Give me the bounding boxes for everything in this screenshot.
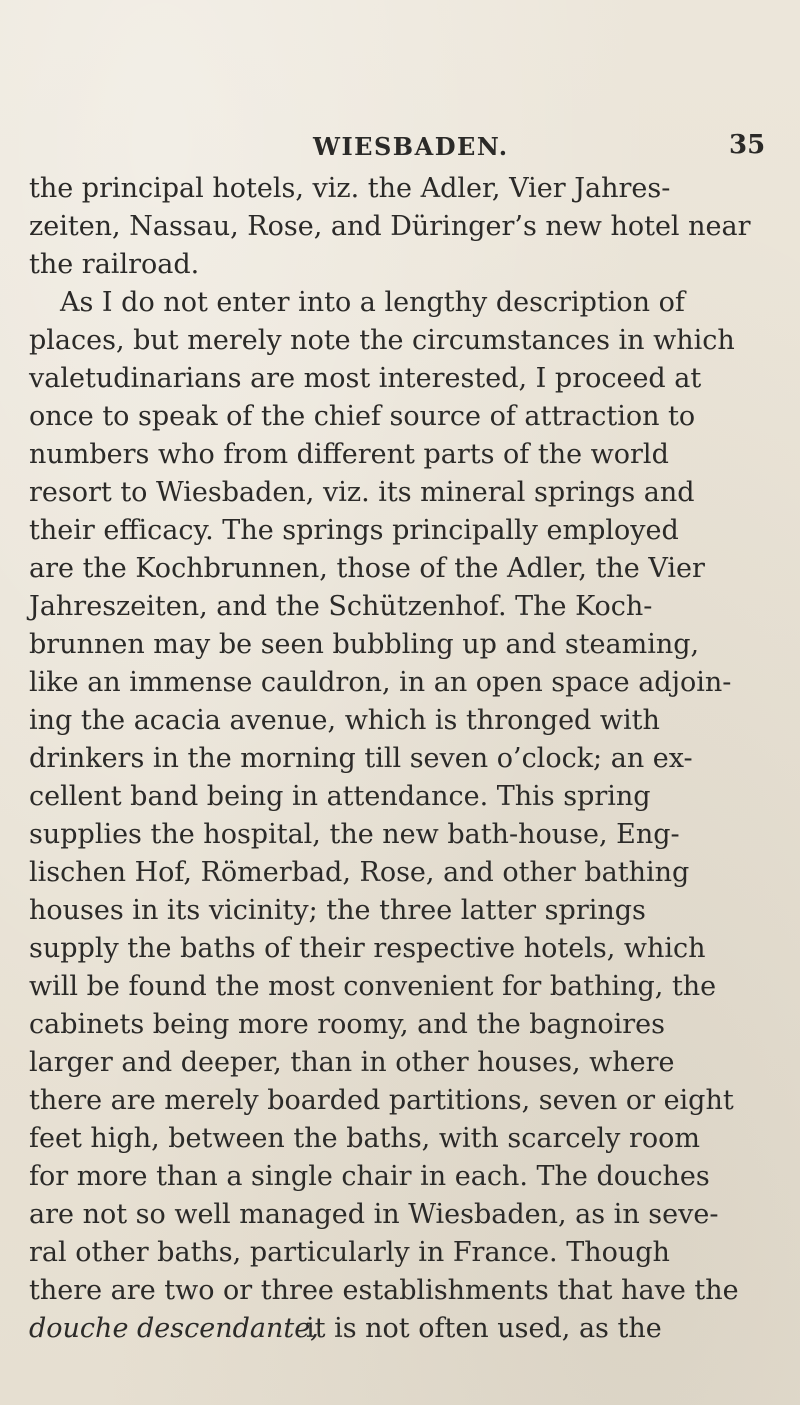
text-line xyxy=(0,322,800,360)
text-line xyxy=(0,588,800,626)
page-body xyxy=(0,170,800,1405)
text-line xyxy=(0,1006,800,1044)
text-line xyxy=(0,1158,800,1196)
text-line xyxy=(0,816,800,854)
text-line xyxy=(0,1044,800,1082)
text-line-content: lischen Hof, Römerbad, Rose, and other bathing xyxy=(29,857,690,888)
text-line-content: once to speak of the chief source of attraction to xyxy=(29,401,696,432)
text-line-content: houses in its vicinity; the three latter springs xyxy=(29,895,646,926)
text-line-content: valetudinarians are most interested, I proceed at xyxy=(29,363,702,394)
text-line xyxy=(0,968,800,1006)
text-line-content: the principal hotels, viz. the Adler, Vier Jahres- xyxy=(29,173,671,204)
running-head: WIESBADEN. xyxy=(313,132,509,161)
text-line xyxy=(0,1234,800,1272)
text-line xyxy=(0,360,800,398)
text-line xyxy=(0,246,800,284)
text-line-content: As I do not enter into a lengthy description of xyxy=(60,287,685,318)
text-line-content: cabinets being more roomy, and the bagnoires xyxy=(29,1009,665,1040)
text-line-content: are the Kochbrunnen, those of the Adler, the Vier xyxy=(29,553,705,584)
text-line-content: ing the acacia avenue, which is thronged with xyxy=(29,705,660,736)
text-line xyxy=(0,284,800,322)
text-line xyxy=(0,208,800,246)
text-line-content: zeiten, Nassau, Rose, and Düringer’s new hotel near xyxy=(29,211,751,242)
text-line xyxy=(0,436,800,474)
text-line-content: resort to Wiesbaden, viz. its mineral springs and xyxy=(29,477,695,508)
text-line xyxy=(0,854,800,892)
text-line xyxy=(0,740,800,778)
text-line xyxy=(0,664,800,702)
text-line xyxy=(0,1196,800,1234)
text-line-content-italic: douche descendante, xyxy=(29,1313,319,1344)
text-line-content: feet high, between the baths, with scarcely room xyxy=(29,1123,700,1154)
page-header xyxy=(0,126,800,170)
text-line-content: numbers who from different parts of the world xyxy=(29,439,669,470)
text-line-content: will be found the most convenient for bathing, the xyxy=(29,971,717,1002)
text-line xyxy=(0,626,800,664)
text-line-content: it is not often used, as the xyxy=(306,1313,662,1344)
text-line-content: the railroad. xyxy=(29,249,200,280)
text-line-content: supply the baths of their respective hotels, which xyxy=(29,933,706,964)
text-line-content: for more than a single chair in each. The douches xyxy=(29,1161,710,1192)
text-line xyxy=(0,398,800,436)
text-line-content: cellent band being in attendance. This spring xyxy=(29,781,651,812)
text-line xyxy=(0,778,800,816)
text-line-content: their efficacy. The springs principally employed xyxy=(29,515,679,546)
page-number: 35 xyxy=(729,130,766,160)
text-line xyxy=(0,512,800,550)
text-line xyxy=(0,1272,800,1310)
text-line-content: supplies the hospital, the new bath-house, Eng- xyxy=(29,819,680,850)
text-line xyxy=(0,474,800,512)
text-line xyxy=(0,1120,800,1158)
text-line-content: brunnen may be seen bubbling up and steaming, xyxy=(29,629,700,660)
text-line-content: ral other baths, particularly in France. Though xyxy=(29,1237,670,1268)
text-line-content: drinkers in the morning till seven o’clock; an ex- xyxy=(29,743,693,774)
text-line-content: Jahreszeiten, and the Schützenhof. The Koch- xyxy=(29,591,653,622)
text-line xyxy=(0,1082,800,1120)
text-line-content: larger and deeper, than in other houses, where xyxy=(29,1047,675,1078)
text-line-content: like an immense cauldron, in an open space adjoin- xyxy=(29,667,732,698)
text-line xyxy=(0,930,800,968)
text-line xyxy=(0,550,800,588)
text-line xyxy=(0,1310,800,1348)
text-line-content: there are two or three establishments that have the xyxy=(29,1275,739,1306)
text-line xyxy=(0,892,800,930)
text-line-content: are not so well managed in Wiesbaden, as in seve- xyxy=(29,1199,719,1230)
text-line xyxy=(0,170,800,208)
text-line-content: there are merely boarded partitions, seven or eight xyxy=(29,1085,734,1116)
text-line xyxy=(0,702,800,740)
text-line-content: places, but merely note the circumstances in which xyxy=(29,325,735,356)
